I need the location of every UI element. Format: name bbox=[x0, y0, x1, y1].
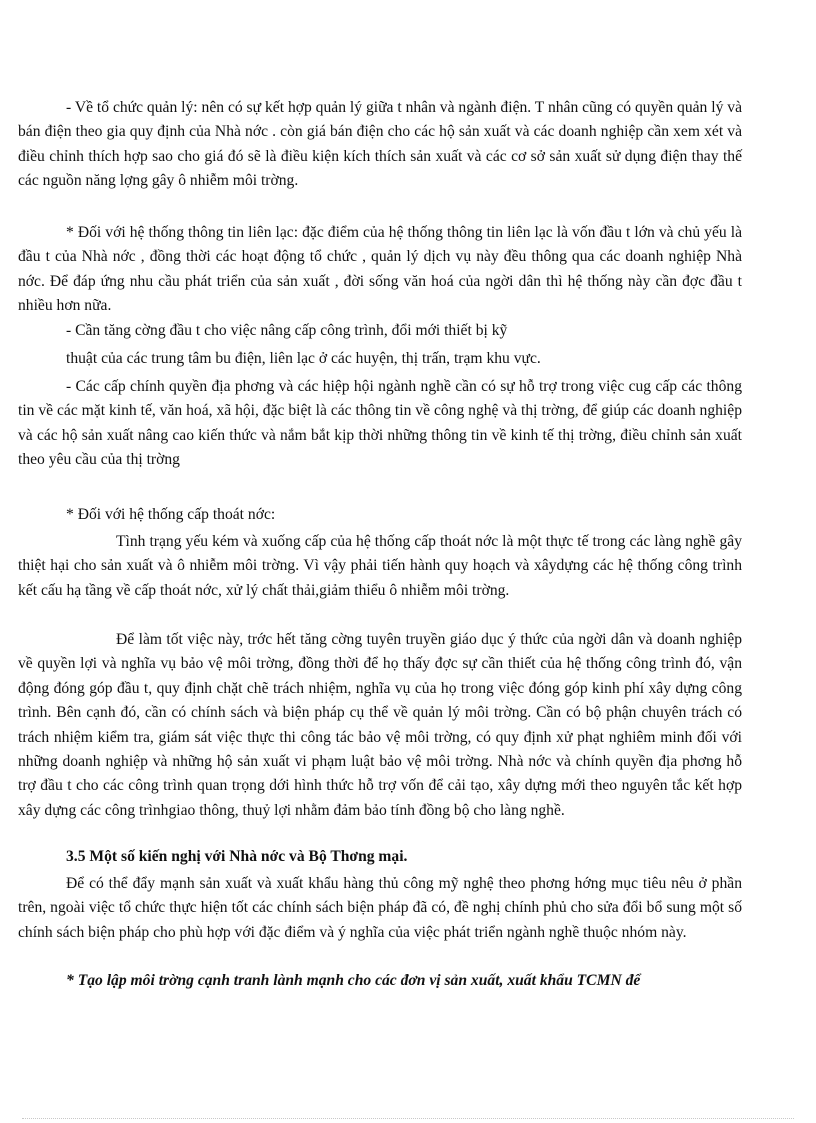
paragraph-water-state: Tình trạng yếu kém và xuống cấp của hệ thống cấp thoát nớc là một thực tế trong các làng nghề gây thiệt hại cho sản xuất và ô nhiễm môi trờng. Vì vậy phải tiến hành quy hoạch và xâydựng các hệ thống công trình kết cấu hạ tầng về cấp thoát nớc, xử lý chất thải,giảm thiểu ô nhiễm môi trờng. bbox=[18, 533, 742, 599]
paragraph-local-authorities: - Các cấp chính quyền địa phơng và các hiệp hội ngành nghề cần có sự hỗ trợ trong việc cug cấp các thông tin về các mặt kinh tế, văn hoá, xã hội, đặc biệt là các thông tin về công nghệ và thị trờng, để giúp các doanh nghiệp và các hộ sản xuất nâng cao kiến thức và nắm bắt kịp thời những thông tin về kinh tế thị trờng, điều chỉnh sản xuất theo yêu cầu của thị trờng bbox=[18, 378, 742, 469]
paragraph-water-actions: Để làm tốt việc này, trớc hết tăng cờng tuyên truyền giáo dục ý thức của ngời dân và doanh nghiệp về quyền lợi và nghĩa vụ bảo vệ môi trờng, đồng thời để họ thấy đợc sự cần thiết của hệ thống công trình đó, vận động đóng góp đầu t, quy định chặt chẽ trách nhiệm, nghĩa vụ của họ trong việc đóng góp kinh phí xây dựng công trình. Bên cạnh đó, cần có chính sách và biện pháp cụ thể về quản lý môi trờng. Cần có bộ phận chuyên trách có trách nhiệm kiểm tra, giám sát việc thực thi công tác bảo vệ môi trờng, có quy định xử phạt nghiêm minh đối với những doanh nghiệp và những hộ sản xuất vi phạm luật bảo vệ môi trờng. Nhà nớc và chính quyền địa phơng hỗ trợ đầu t cho các công trình quan trọng dới hình thức hỗ trợ vốn để cải tạo, xây dựng mới theo nguyên tắc kết hợp xây dựng các công trìnhgiao thông, thuỷ lợi nhằm đảm bảo tính đồng bộ cho làng nghề. bbox=[18, 631, 742, 819]
paragraph-recommendations: Để có thể đẩy mạnh sản xuất và xuất khẩu hàng thủ công mỹ nghệ theo phơng hớng mục tiêu nêu ở phần trên, ngoài việc tổ chức thực hiện tốt các chính sách biện pháp đã có, đề nghị chính phủ cho sửa đổi bổ sung một số chính sách biện pháp cho phù hợp với đặc điểm và ý nghĩa của việc phát triển ngành nghề thuộc nhóm này. bbox=[18, 875, 742, 941]
paragraph-management: - Về tổ chức quản lý: nên có sự kết hợp quản lý giữa t nhân và ngành điện. T nhân cũng có quyền quản lý và bán điện theo gia quy định của Nhà nớc . còn giá bán điện cho các hộ sản xuất và các doanh nghiệp cần xem xét và điều chỉnh thích hợp sao cho giá đó sẽ là điều kiện kích thích sản xuất và các cơ sở sản xuất sử dụng điện thay thế các nguồn năng lợng gây ô nhiễm môi trờng. bbox=[18, 99, 742, 190]
paragraph-communication: * Đối với hệ thống thông tin liên lạc: đặc điểm của hệ thống thông tin liên lạc là vốn đầu t lớn và chủ yếu là đầu t của Nhà nớc , đồng thời các hoạt động tổ chức , quản lý dịch vụ này đều thông qua các doanh nghiệp Nhà nớc. Để đáp ứng nhu cầu phát triển của sản xuất , đời sống văn hoá của ngời dân thì hệ thống này cần đợc đầu t nhiều hơn nữa. bbox=[18, 224, 742, 315]
paragraph-investment: - Cần tăng cờng đầu t cho việc nâng cấp công trình, đổi mới thiết bị kỹ bbox=[66, 322, 508, 339]
paragraph-post-office: thuật của các trung tâm bu điện, liên lạc ở các huyện, thị trấn, trạm khu vực. bbox=[66, 350, 541, 367]
paragraph-competition: * Tạo lập môi trờng cạnh tranh lành mạnh cho các đơn vị sản xuất, xuất khẩu TCMN để bbox=[66, 972, 641, 989]
section-heading: 3.5 Một số kiến nghị với Nhà nớc và Bộ Thơng mại. bbox=[66, 848, 408, 865]
page-bottom-divider bbox=[22, 1118, 794, 1119]
paragraph-water-heading: * Đối với hệ thống cấp thoát nớc: bbox=[66, 506, 276, 523]
